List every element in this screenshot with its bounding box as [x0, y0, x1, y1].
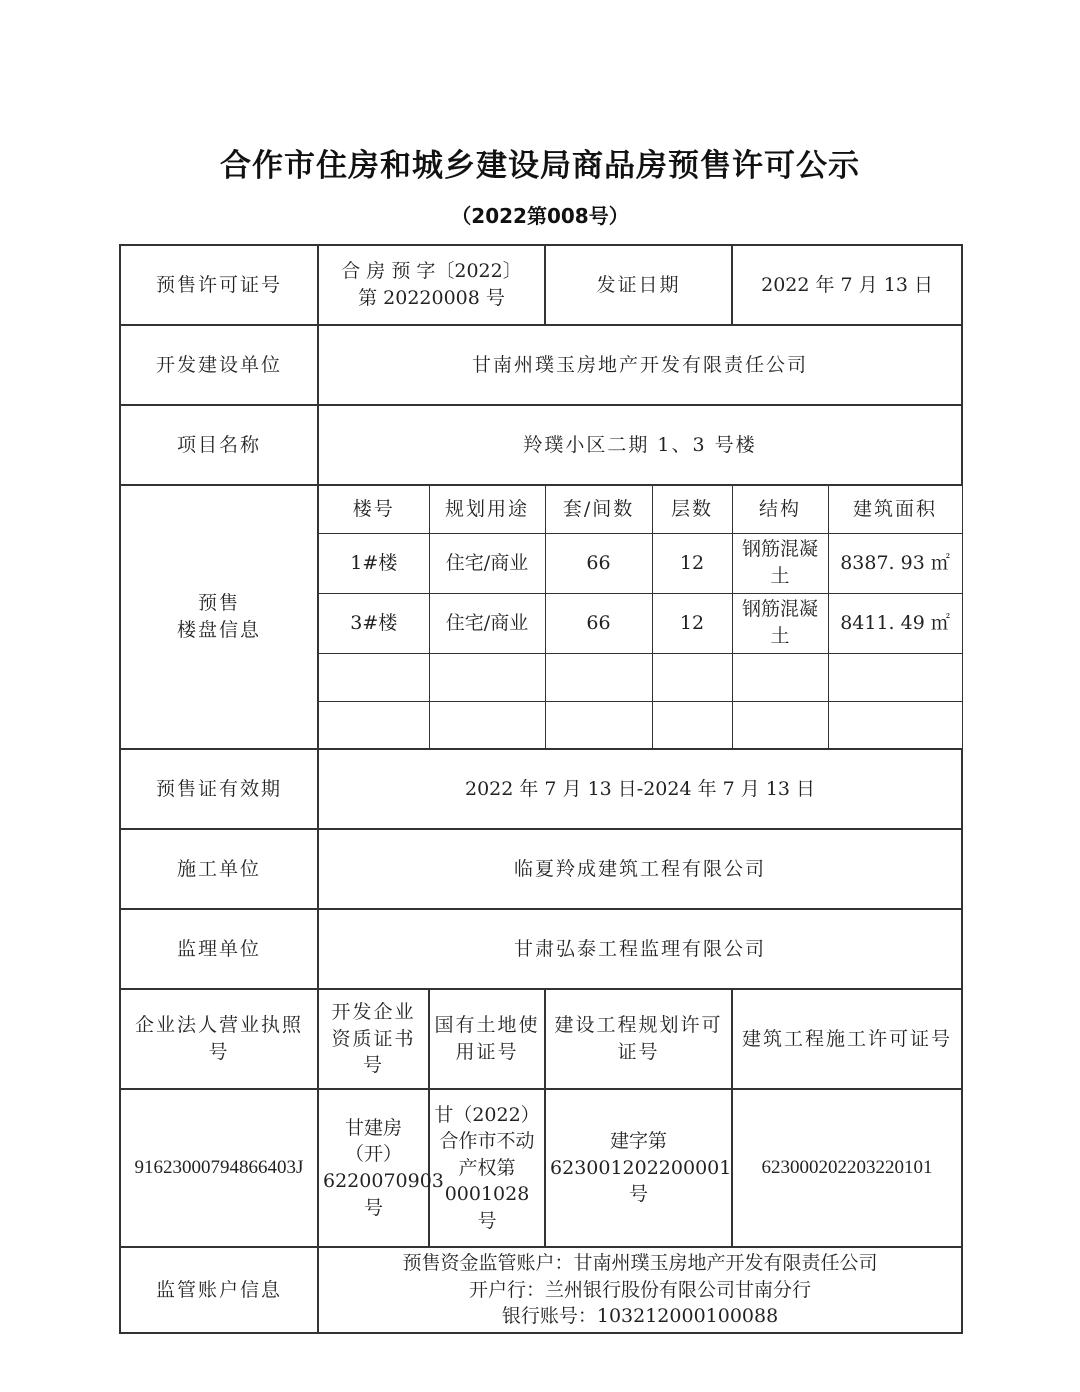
building-no-cell: 1#楼 — [318, 533, 429, 593]
structure-cell: 钢筋混凝土 — [732, 533, 828, 593]
issue-date-label: 发证日期 — [545, 245, 732, 325]
validity-value: 2022 年 7 月 13 日-2024 年 7 月 13 日 — [318, 749, 962, 829]
empty-cell — [318, 653, 429, 701]
empty-cell — [828, 701, 962, 749]
project-value: 羚璞小区二期 1、3 号楼 — [318, 405, 962, 485]
empty-cell — [732, 653, 828, 701]
header-area: 建筑面积 — [828, 485, 962, 533]
account-row — [120, 1247, 962, 1333]
permit-value — [318, 245, 545, 325]
permit-row — [120, 245, 962, 325]
account-line-bank: 开户行：兰州银行股份有限公司甘南分行 — [469, 1278, 812, 1301]
header-floors: 层数 — [652, 485, 732, 533]
usage-cell: 住宅/商业 — [429, 593, 545, 653]
page-title: 合作市住房和城乡建设局商品房预售许可公示 — [220, 148, 860, 184]
project-row — [120, 405, 962, 485]
account-info — [318, 1247, 962, 1333]
qualification-cert-value: 甘建房（开）6220070903 号 — [318, 1089, 429, 1247]
floors-cell: 12 — [652, 533, 732, 593]
permit-value-line1: 合 房 预 字〔2022〕 — [341, 260, 522, 283]
supervisor-row — [120, 909, 962, 989]
account-line-name: 预售资金监管账户：甘南州璞玉房地产开发有限责任公司 — [402, 1252, 878, 1275]
structure-cell: 钢筋混凝土 — [732, 593, 828, 653]
planning-permit-value: 建字第623001202200001 号 — [545, 1089, 732, 1247]
developer-row — [120, 325, 962, 405]
header-units: 套/间数 — [545, 485, 652, 533]
usage-cell: 住宅/商业 — [429, 533, 545, 593]
developer-label: 开发建设单位 — [120, 325, 318, 405]
land-use-cert-header: 国有土地使用证号 — [429, 989, 545, 1089]
header-usage: 规划用途 — [429, 485, 545, 533]
area-cell: 8411. 49 ㎡ — [828, 593, 962, 653]
empty-cell — [545, 653, 652, 701]
licenses-header-row — [120, 989, 962, 1089]
licenses-values-row — [120, 1089, 962, 1247]
permit-value-line2: 第 20220008 号 — [358, 287, 505, 309]
supervisor-label: 监理单位 — [120, 909, 318, 989]
document-number: （2022第008号） — [451, 204, 629, 228]
empty-cell — [732, 701, 828, 749]
account-line-number: 银行账号：103212000100088 — [501, 1305, 779, 1328]
empty-cell — [545, 701, 652, 749]
builder-label: 施工单位 — [120, 829, 318, 909]
empty-cell — [318, 701, 429, 749]
issue-date-value: 2022 年 7 月 13 日 — [732, 245, 962, 325]
empty-cell — [429, 701, 545, 749]
presale-permit-table — [119, 244, 963, 1334]
construction-permit-value: 623000202203220101 — [732, 1089, 962, 1247]
account-label: 监管账户信息 — [120, 1247, 318, 1333]
empty-cell — [828, 653, 962, 701]
empty-cell — [429, 653, 545, 701]
header-building-no: 楼号 — [318, 485, 429, 533]
empty-cell — [652, 653, 732, 701]
permit-label: 预售许可证号 — [120, 245, 318, 325]
empty-cell — [652, 701, 732, 749]
business-license-header: 企业法人营业执照号 — [120, 989, 318, 1089]
planning-permit-header: 建设工程规划许可证号 — [545, 989, 732, 1089]
presale-header-row — [120, 485, 962, 533]
builder-value: 临夏羚成建筑工程有限公司 — [318, 829, 962, 909]
developer-value: 甘南州璞玉房地产开发有限责任公司 — [318, 325, 962, 405]
floors-cell: 12 — [652, 593, 732, 653]
business-license-value: 91623000794866403J — [120, 1089, 318, 1247]
supervisor-value: 甘肃弘泰工程监理有限公司 — [318, 909, 962, 989]
units-cell: 66 — [545, 533, 652, 593]
builder-row — [120, 829, 962, 909]
units-cell: 66 — [545, 593, 652, 653]
presale-label-line2: 楼盘信息 — [176, 619, 261, 641]
header-structure: 结构 — [732, 485, 828, 533]
validity-label: 预售证有效期 — [120, 749, 318, 829]
area-cell: 8387. 93 ㎡ — [828, 533, 962, 593]
presale-label-line1: 预售 — [197, 592, 240, 615]
presale-label — [120, 485, 318, 749]
project-label: 项目名称 — [120, 405, 318, 485]
land-use-cert-value: 甘（2022）合作市不动产权第0001028 号 — [429, 1089, 545, 1247]
building-no-cell: 3#楼 — [318, 593, 429, 653]
validity-row — [120, 749, 962, 829]
qualification-cert-header: 开发企业资质证书号 — [318, 989, 429, 1089]
construction-permit-header: 建筑工程施工许可证号 — [732, 989, 962, 1089]
